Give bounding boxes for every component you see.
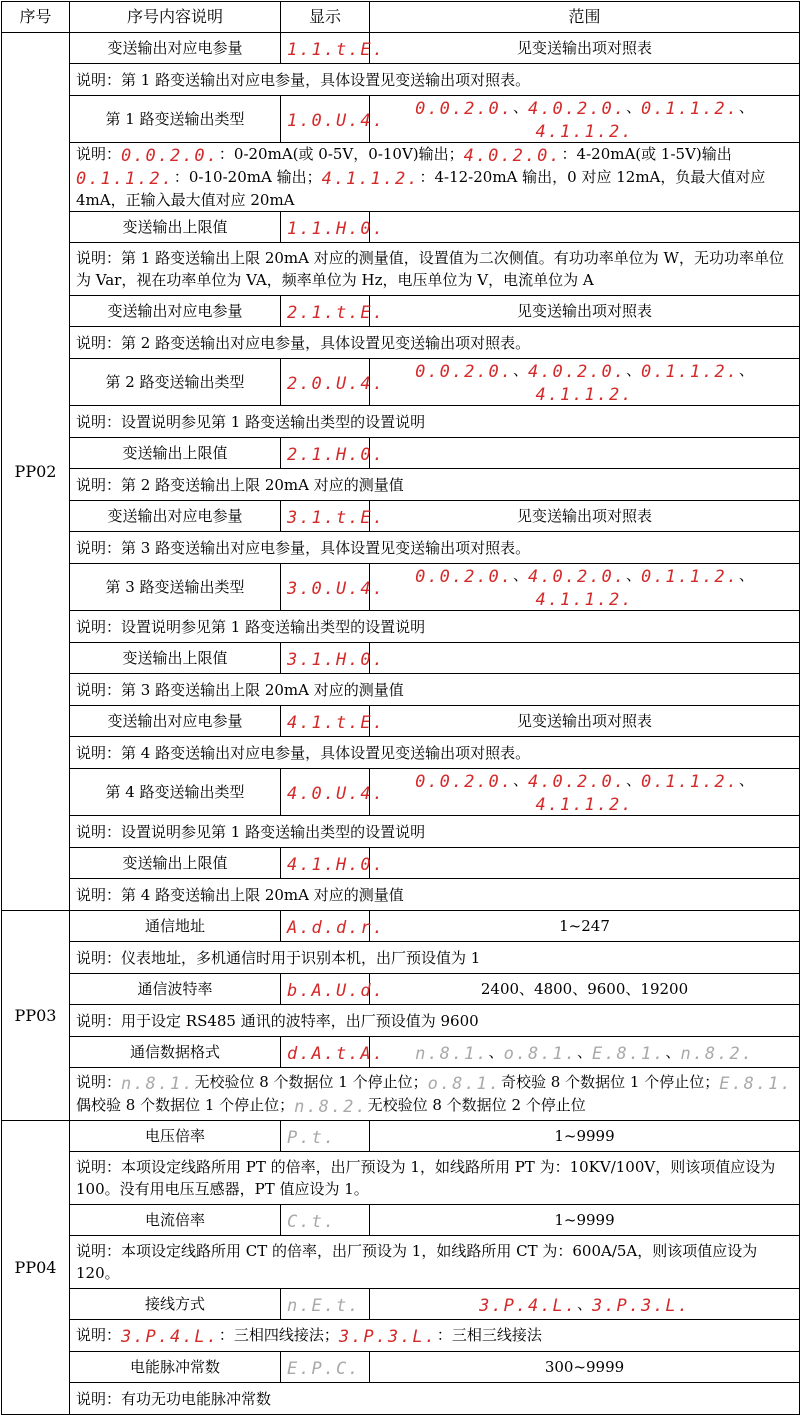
note-code: E.8.1. <box>719 1074 793 1094</box>
header-col-id: 序号 <box>2 2 70 33</box>
group-id: PP04 <box>2 1121 70 1415</box>
segment-display: b.A.U.d. <box>287 980 385 1001</box>
param-range: 0.0.2.0.、4.0.2.0.、0.1.1.2.、4.1.1.2. <box>370 359 800 406</box>
param-display <box>281 33 385 64</box>
segment-display: 3.1.t.E. <box>287 507 385 528</box>
param-display <box>281 1352 370 1383</box>
param-row <box>2 212 800 243</box>
note-text: 说明：用于设定 RS485 通讯的波特率，出厂预设值为 9600 <box>70 1005 800 1037</box>
range-code: 4.0.2.0. <box>528 567 626 587</box>
param-range: 2400、4800、9600、19200 <box>370 974 800 1005</box>
param-range: n.8.1.、o.8.1.、E.8.1.、n.8.2. <box>370 1037 800 1068</box>
segment-display: E.P.C. <box>287 1358 361 1379</box>
note-row <box>2 64 800 96</box>
note-text: 说明：有功无功电能脉冲常数 <box>70 1383 800 1415</box>
param-range: 1~247 <box>370 911 800 942</box>
range-code: 0.1.1.2. <box>640 772 739 792</box>
range-code: 0.1.1.2. <box>640 99 739 119</box>
note-row <box>2 532 800 564</box>
note-row <box>2 469 800 501</box>
param-name: 变送输出上限值 <box>70 643 281 674</box>
segment-display: P.t. <box>287 1127 336 1148</box>
range-code: 0.0.2.0. <box>415 772 514 792</box>
segment-display: A.d.d.r. <box>287 917 385 938</box>
param-row <box>2 564 800 611</box>
param-display <box>281 96 385 143</box>
param-name: 通信波特率 <box>70 974 281 1005</box>
segment-display: 2.1.H.0. <box>287 444 385 465</box>
param-row <box>2 911 800 942</box>
note-text: 说明：设置说明参见第 1 路变送输出类型的设置说明 <box>70 816 800 848</box>
header-row <box>2 2 800 33</box>
param-display <box>281 359 385 406</box>
note-code: 0.1.1.2. <box>76 169 174 189</box>
param-display <box>281 769 385 816</box>
note-text: 说明：设置说明参见第 1 路变送输出类型的设置说明 <box>70 611 800 643</box>
group-id: PP03 <box>2 911 70 1121</box>
segment-display: 4.0.U.4. <box>287 783 385 804</box>
param-row <box>2 769 800 816</box>
param-name: 变送输出对应电参量 <box>70 296 281 327</box>
param-range <box>370 438 800 469</box>
param-display <box>281 974 385 1005</box>
segment-display: 1.1.t.E. <box>287 39 385 60</box>
note-row <box>2 406 800 438</box>
note-row <box>2 243 800 296</box>
note-row <box>2 1152 800 1205</box>
param-name: 变送输出对应电参量 <box>70 706 281 737</box>
note-row <box>2 327 800 359</box>
note-row <box>2 1383 800 1415</box>
segment-display: 1.0.U.4. <box>287 110 385 131</box>
note-text: 说明：设置说明参见第 1 路变送输出类型的设置说明 <box>70 406 800 438</box>
segment-display: 4.1.H.0. <box>287 854 385 875</box>
note-fragment: 说明： <box>76 145 122 163</box>
note-fragment: ：三相三线接法 <box>436 1326 542 1344</box>
note-fragment: ：0-20mA(或 0-5V，0-10V)输出； <box>218 145 464 163</box>
note-fragment: 偶校验 8 个数据位 1 个停止位； <box>76 1096 295 1114</box>
range-code: o.8.1. <box>503 1043 577 1064</box>
note-text: 说明：第 1 路变送输出上限 20mA 对应的测量值，设置值为二次侧值。有功功率单位为 W，无功功率单位为 Var，视在功率单位为 VA，频率单位为 Hz，电压单位为 V，电流单位为 A <box>70 243 800 296</box>
param-row <box>2 974 800 1005</box>
note-row <box>2 143 800 212</box>
param-name: 电流倍率 <box>70 1205 281 1236</box>
note-row <box>2 1320 800 1352</box>
param-row <box>2 296 800 327</box>
param-range: 见变送输出项对照表 <box>370 501 800 532</box>
range-code: n.8.1. <box>415 1043 489 1064</box>
range-code: E.8.1. <box>592 1043 666 1064</box>
range-code: 0.0.2.0. <box>415 362 514 382</box>
note-fragment: ：4-20mA(或 1-5V)输出 <box>561 145 732 163</box>
group-id: PP02 <box>2 33 70 911</box>
segment-display: d.A.t.A. <box>287 1043 385 1064</box>
param-row <box>2 1121 800 1152</box>
param-name: 接线方式 <box>70 1289 281 1320</box>
param-name: 通信地址 <box>70 911 281 942</box>
note-text: 说明：第 4 路变送输出上限 20mA 对应的测量值 <box>70 879 800 911</box>
param-range: 300~9999 <box>370 1352 800 1383</box>
range-code: 4.1.1.2. <box>535 122 634 142</box>
note-text <box>70 143 800 212</box>
note-fragment: ：三相四线接法； <box>218 1326 339 1344</box>
header-col-display: 显示 <box>281 2 370 33</box>
param-display <box>281 643 385 674</box>
param-display <box>281 296 385 327</box>
param-display <box>281 1121 370 1152</box>
param-name: 第 1 路变送输出类型 <box>70 96 281 143</box>
param-row <box>2 501 800 532</box>
segment-display: 2.1.t.E. <box>287 302 385 323</box>
note-row <box>2 942 800 974</box>
param-name: 通信数据格式 <box>70 1037 281 1068</box>
segment-display: 4.1.t.E. <box>287 712 385 733</box>
range-code: 0.1.1.2. <box>640 362 739 382</box>
param-row <box>2 848 800 879</box>
range-code: 3.P.4.L. <box>479 1295 577 1316</box>
note-fragment: 无校验位 8 个数据位 2 个停止位 <box>367 1096 586 1114</box>
param-row <box>2 96 800 143</box>
param-row <box>2 438 800 469</box>
note-text: 说明：本项设定线路所用 PT 的倍率，出厂预设为 1，如线路所用 PT 为：10KV/100V，则该项值应设为 100。没有用电压互感器，PT 值应设为 1。 <box>70 1152 800 1205</box>
param-display <box>281 212 385 243</box>
note-text: 说明：第 2 路变送输出对应电参量，具体设置见变送输出项对照表。 <box>70 327 800 359</box>
note-code: o.8.1. <box>427 1074 502 1094</box>
param-row <box>2 1352 800 1383</box>
param-name: 变送输出上限值 <box>70 848 281 879</box>
param-display <box>281 848 385 879</box>
range-code: 4.0.2.0. <box>528 362 626 382</box>
note-row <box>2 737 800 769</box>
note-text: 说明：第 3 路变送输出上限 20mA 对应的测量值 <box>70 674 800 706</box>
note-row <box>2 1005 800 1037</box>
note-fragment: 说明： <box>76 1073 122 1091</box>
param-name: 电压倍率 <box>70 1121 281 1152</box>
param-display <box>281 564 385 611</box>
param-range: 1~9999 <box>370 1121 800 1152</box>
param-name: 变送输出对应电参量 <box>70 33 281 64</box>
note-code: 0.0.2.0. <box>121 146 219 166</box>
segment-display: 1.1.H.0. <box>287 218 385 239</box>
param-range <box>370 212 800 243</box>
note-row <box>2 674 800 706</box>
note-text <box>70 1320 800 1352</box>
segment-display: 2.0.U.4. <box>287 373 385 394</box>
note-text: 说明：第 3 路变送输出对应电参量，具体设置见变送输出项对照表。 <box>70 532 800 564</box>
param-range <box>370 848 800 879</box>
param-row <box>2 1037 800 1068</box>
param-display <box>281 438 385 469</box>
note-text: 说明：第 2 路变送输出上限 20mA 对应的测量值 <box>70 469 800 501</box>
note-fragment: 奇校验 8 个数据位 1 个停止位； <box>501 1073 720 1091</box>
param-row <box>2 33 800 64</box>
param-display <box>281 706 385 737</box>
note-code: 4.1.1.2. <box>321 169 420 189</box>
param-range: 1~9999 <box>370 1205 800 1236</box>
segment-display: n.E.t. <box>287 1295 361 1316</box>
param-range: 3.P.4.L.、3.P.3.L. <box>370 1289 800 1320</box>
param-range <box>370 643 800 674</box>
note-row <box>2 879 800 911</box>
parameter-table <box>1 1 800 1415</box>
range-code: 0.0.2.0. <box>415 99 514 119</box>
header-col-range: 范围 <box>370 2 800 33</box>
range-code: 0.1.1.2. <box>640 567 739 587</box>
note-row <box>2 816 800 848</box>
note-row <box>2 1236 800 1289</box>
param-name: 第 3 路变送输出类型 <box>70 564 281 611</box>
note-row <box>2 1068 800 1121</box>
note-code: n.8.1. <box>121 1074 195 1094</box>
param-name: 第 2 路变送输出类型 <box>70 359 281 406</box>
param-display <box>281 1037 385 1068</box>
note-fragment: 说明： <box>76 1326 122 1344</box>
note-text: 说明：第 4 路变送输出对应电参量，具体设置见变送输出项对照表。 <box>70 737 800 769</box>
note-code: 3.P.4.L. <box>121 1327 219 1347</box>
range-code: 3.P.3.L. <box>592 1295 690 1316</box>
segment-display: C.t. <box>287 1211 336 1232</box>
param-range: 0.0.2.0.、4.0.2.0.、0.1.1.2.、4.1.1.2. <box>370 564 800 611</box>
param-range: 0.0.2.0.、4.0.2.0.、0.1.1.2.、4.1.1.2. <box>370 769 800 816</box>
param-row <box>2 1205 800 1236</box>
range-code: 4.0.2.0. <box>528 99 626 119</box>
note-code: n.8.2. <box>294 1097 368 1117</box>
param-name: 变送输出对应电参量 <box>70 501 281 532</box>
param-row <box>2 706 800 737</box>
note-fragment: 无校验位 8 个数据位 1 个停止位； <box>194 1073 428 1091</box>
range-code: 4.1.1.2. <box>535 590 634 610</box>
note-code: 4.0.2.0. <box>463 146 562 166</box>
param-range: 见变送输出项对照表 <box>370 33 800 64</box>
param-row <box>2 359 800 406</box>
range-code: n.8.2. <box>680 1043 754 1064</box>
segment-display: 3.0.U.4. <box>287 578 385 599</box>
note-code: 3.P.3.L. <box>338 1327 437 1347</box>
note-text <box>70 1068 800 1121</box>
note-row <box>2 611 800 643</box>
range-code: 0.0.2.0. <box>415 567 514 587</box>
param-range: 0.0.2.0.、4.0.2.0.、0.1.1.2.、4.1.1.2. <box>370 96 800 143</box>
param-display <box>281 1289 370 1320</box>
segment-display: 3.1.H.0. <box>287 649 385 670</box>
param-row <box>2 1289 800 1320</box>
param-display <box>281 501 385 532</box>
note-fragment: ：0-10-20mA 输出； <box>173 168 322 186</box>
range-code: 4.1.1.2. <box>535 795 634 815</box>
param-name: 电能脉冲常数 <box>70 1352 281 1383</box>
param-display <box>281 911 385 942</box>
note-text: 说明：第 1 路变送输出对应电参量，具体设置见变送输出项对照表。 <box>70 64 800 96</box>
header-col-desc: 序号内容说明 <box>70 2 281 33</box>
note-text: 说明：仪表地址，多机通信时用于识别本机，出厂预设值为 1 <box>70 942 800 974</box>
note-text: 说明：本项设定线路所用 CT 的倍率，出厂预设为 1，如线路所用 CT 为：600A/5A，则该项值应设为 120。 <box>70 1236 800 1289</box>
range-code: 4.0.2.0. <box>528 772 626 792</box>
param-range: 见变送输出项对照表 <box>370 706 800 737</box>
param-name: 变送输出上限值 <box>70 212 281 243</box>
param-row <box>2 643 800 674</box>
note-fragment: ：4-12-20mA 输出，0 对应 12mA，负最大值对应 4mA，正输入最大值对应 20mA <box>76 168 766 209</box>
param-name: 第 4 路变送输出类型 <box>70 769 281 816</box>
param-range: 见变送输出项对照表 <box>370 296 800 327</box>
param-name: 变送输出上限值 <box>70 438 281 469</box>
range-code: 4.1.1.2. <box>535 385 634 405</box>
param-display <box>281 1205 370 1236</box>
